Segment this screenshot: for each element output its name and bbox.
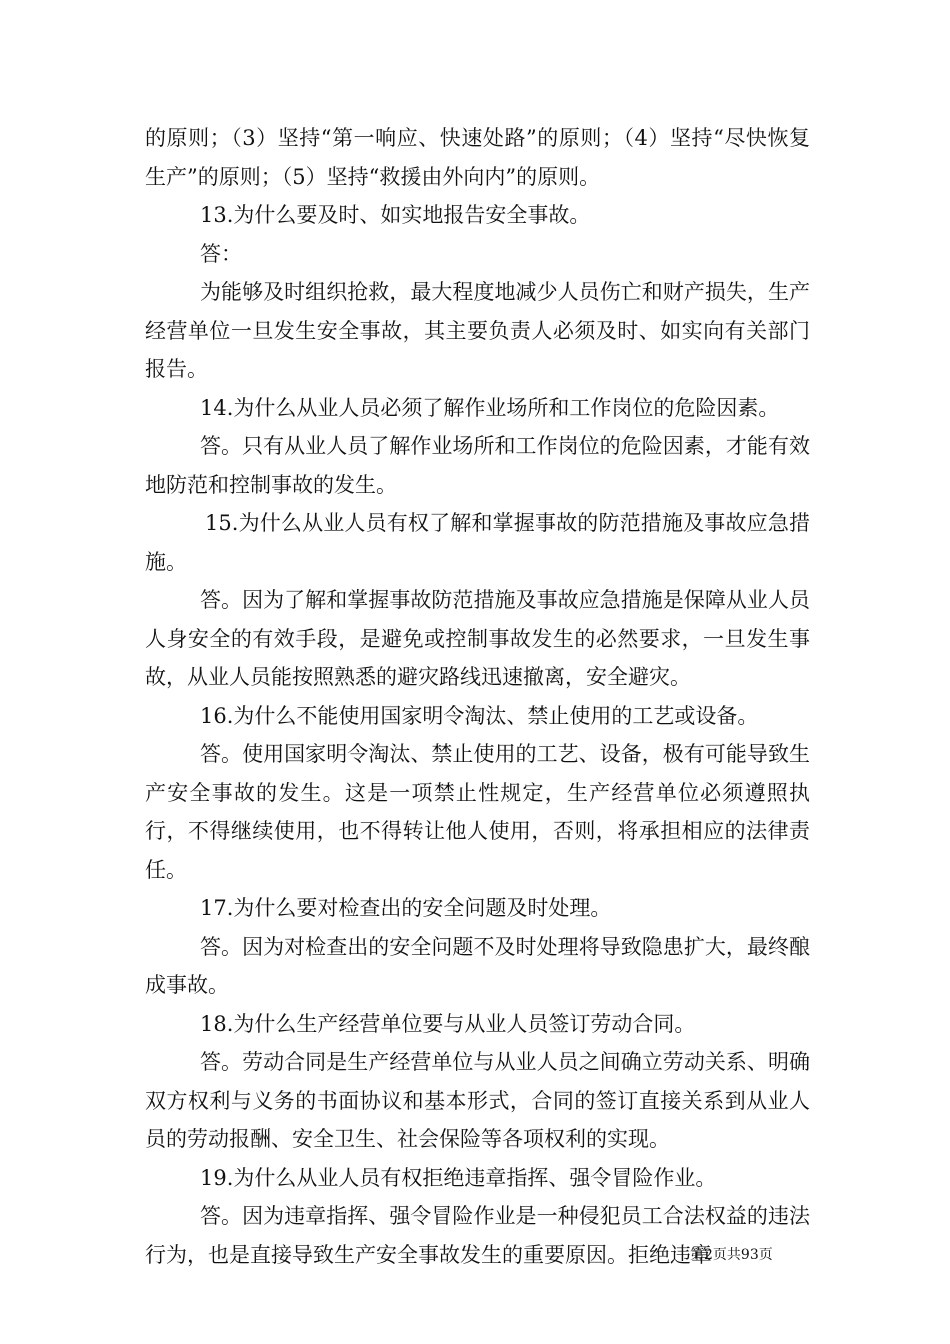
answer-13-text: 为能够及时组织抢救，最大程度地减少人员伤亡和财产损失，生产经营单位一旦发生安全事故，其主要负责人必须及时、如实向有关部门报告。 <box>145 280 810 381</box>
answer-17: 答。因为对检查出的安全问题不及时处理将导致隐患扩大，最终酿成事故。 <box>145 934 810 997</box>
question-19: 19.为什么从业人员有权拒绝违章指挥、强令冒险作业。 <box>200 1165 717 1190</box>
answer-19: 答。因为违章指挥、强令冒险作业是一种侵犯员工合法权益的违法行为，也是直接导致生产安全事故发生的重要原因。拒绝违章 <box>145 1204 810 1267</box>
question-13: 13.为什么要及时、如实地报告安全事故。 <box>200 203 591 227</box>
page-number: 第2页共93页 <box>690 1247 773 1263</box>
answer-15: 答。因为了解和掌握事故防范措施及事故应急措施是保障从业人员人身安全的有效手段，是避免或控制事故发生的必然要求，一旦发生事故，从业人员能按照熟悉的避灾路线迅速撤离，安全避灾。 <box>145 588 810 689</box>
document-body <box>145 119 810 1274</box>
principles-continuation: 的原则；（3）坚持“第一响应、快速处路”的原则；（4）坚持“尽快恢复生产”的原则；（5）坚持“救援由外向内”的原则。 <box>145 126 810 189</box>
answer-18: 答。劳动合同是生产经营单位与从业人员之间确立劳动关系、明确双方权利与义务的书面协议和基本形式，合同的签订直接关系到从业人员的劳动报酬、安全卫生、社会保险等各项权利的实现。 <box>145 1050 810 1151</box>
answer-16: 答。使用国家明令淘汰、禁止使用的工艺、设备，极有可能导致生产安全事故的发生。这是一项禁止性规定，生产经营单位必须遵照执行，不得继续使用，也不得转让他人使用，否则，将承担相应的法律责任。 <box>145 742 810 882</box>
question-16: 16.为什么不能使用国家明令淘汰、禁止使用的工艺或设备。 <box>200 703 759 728</box>
answer-14: 答。只有从业人员了解作业场所和工作岗位的危险因素，才能有效地防范和控制事故的发生。 <box>145 434 810 497</box>
question-14: 14.为什么从业人员必须了解作业场所和工作岗位的危险因素。 <box>200 395 780 420</box>
question-15: 15.为什么从业人员有权了解和掌握事故的防范措施及事故应急措施。 <box>145 511 810 574</box>
question-17: 17.为什么要对检查出的安全问题及时处理。 <box>200 896 612 920</box>
question-18: 18.为什么生产经营单位要与从业人员签订劳动合同。 <box>200 1011 696 1036</box>
answer-13-label: 答： <box>200 241 242 266</box>
